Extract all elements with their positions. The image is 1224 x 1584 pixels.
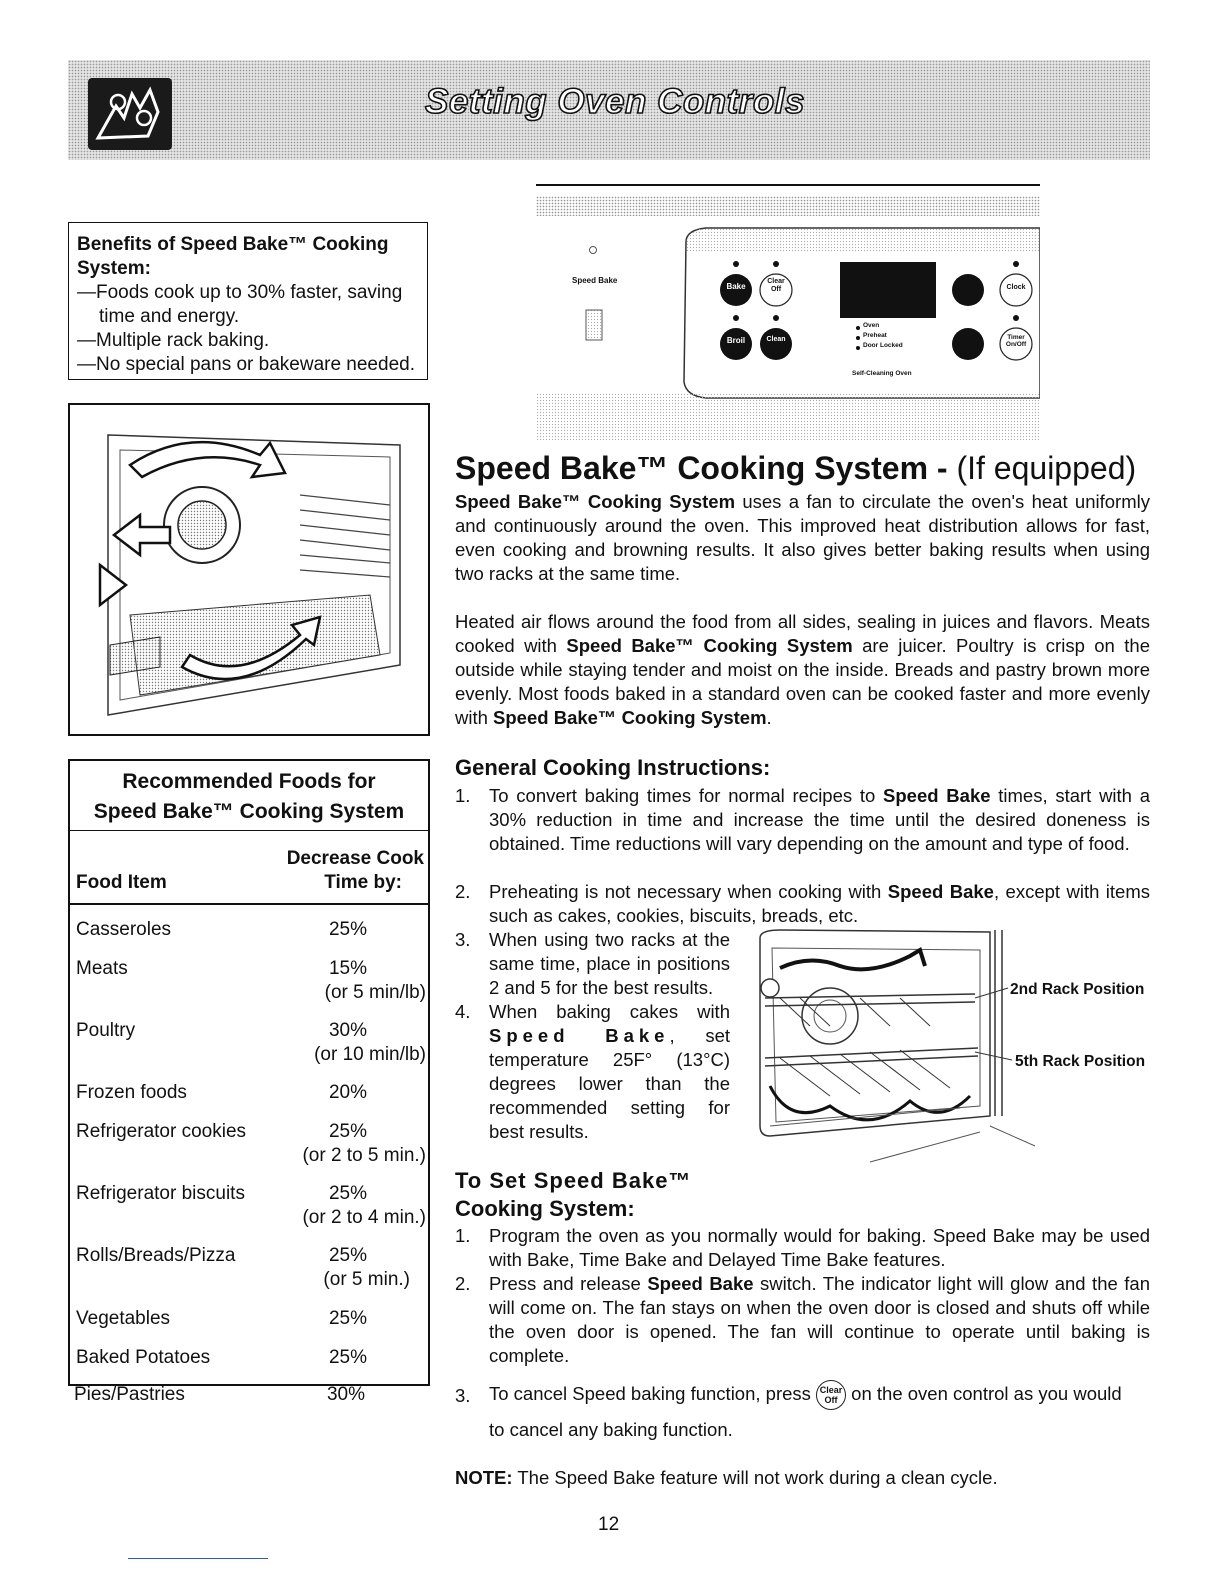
benefit-text: time and energy. — [99, 306, 240, 327]
para-bold: Speed Bake™ Cooking System — [566, 635, 853, 656]
recommended-foods-table — [68, 759, 430, 1386]
oven-controls-hand-icon — [88, 78, 172, 150]
panel-top-edge — [536, 184, 1040, 186]
panel-texture — [536, 196, 1040, 216]
set-step-2 — [455, 1272, 1150, 1368]
item-text: When using two racks at the same time, place in positions 2 and 5 for the best results. — [489, 929, 730, 998]
food-note: (or 10 min/lb) — [314, 1044, 426, 1065]
clear-off-button[interactable] — [760, 278, 792, 294]
item-text-part: To convert baking times for normal recipes to — [489, 785, 884, 806]
food-name: Vegetables — [76, 1308, 171, 1329]
benefits-box — [68, 222, 428, 380]
para-bold: Speed Bake™ Cooking System — [493, 707, 767, 728]
table-title — [70, 761, 428, 831]
item-text-part: Preheating is not necessary when cooking with — [489, 881, 888, 902]
food-name: Refrigerator cookies — [76, 1121, 247, 1142]
timer-button[interactable] — [1000, 334, 1032, 348]
item-text-part: Press and release — [489, 1273, 648, 1294]
bottom-rule — [128, 1558, 268, 1559]
benefits-title: Benefits of Speed Bake™ Cooking System: — [77, 234, 389, 279]
food-percent: 25% — [328, 1245, 368, 1266]
note-label: NOTE: — [455, 1467, 513, 1488]
page-number: 12 — [598, 1514, 620, 1535]
page-title: Setting Oven Controls — [425, 82, 805, 121]
speed-bake-label: Speed Bake — [572, 276, 618, 285]
item-text-bold: Speed Bake — [887, 881, 994, 902]
oven-airflow-illustration — [68, 403, 430, 736]
item-text — [489, 1272, 1150, 1368]
note-text: The Speed Bake feature will not work during a clean cycle. — [512, 1467, 998, 1488]
instruction-item-3 — [455, 928, 730, 1000]
item-text: Program the oven as you normally would for baking. Speed Bake may be used with Bake, Time Bake and Delayed Time Bake features. — [489, 1225, 1150, 1270]
food-name: Frozen foods — [76, 1082, 187, 1103]
benefit-item: —Multiple rack baking. — [77, 330, 270, 351]
benefit-item: —No special pans or bakeware needed. — [77, 354, 415, 375]
item-text — [489, 1380, 1150, 1442]
para-text: are juicer. Poultry is crisp on the outside while staying tender and moist on the inside. Breads and pastry brown more evenly. Most foods baked in a standard oven can be cooked faster and more evenly with — [455, 635, 1150, 728]
item-text-part: , set temperature 25F° (13°C) degrees lower than the recommended setting for best results. — [489, 1025, 730, 1142]
para-text: Heated air flows around the food from all sides, sealing in juices and flavors. Meats cooked with — [455, 611, 1150, 656]
header-rule — [70, 903, 428, 905]
set-step-1 — [455, 1224, 1150, 1272]
table-title-line: Recommended Foods for — [122, 770, 376, 793]
food-percent: 15% — [328, 958, 368, 979]
item-number: 1. — [455, 785, 471, 806]
food-name: Casseroles — [76, 919, 172, 940]
door-locked-indicator-label: Door Locked — [863, 342, 903, 349]
food-name: Meats — [76, 958, 128, 979]
food-note: (or 5 min.) — [323, 1269, 410, 1290]
food-percent: 25% — [328, 1347, 368, 1368]
key-label: Off — [824, 1395, 838, 1405]
food-note: (or 2 to 5 min.) — [302, 1145, 426, 1166]
column-header-line: Time by: — [324, 872, 402, 893]
intro-text: uses a fan to circulate the oven's heat uniformly and continuously around the oven. This improved heat distribution allows for fast, even cooking and browning results. It also gives better baking results when using two racks at the same time. — [455, 491, 1150, 584]
item-text — [489, 1000, 730, 1144]
food-note: (or 5 min/lb) — [324, 982, 426, 1003]
rack-2-label: 2nd Rack Position — [1010, 981, 1145, 998]
instruction-item-2 — [455, 880, 1150, 928]
item-text-part: to cancel any baking function. — [489, 1419, 733, 1440]
item-text-bold: Speed Bake — [489, 1025, 670, 1046]
item-text-part: times, start with a 30% reduction in time and increase the time until the desired doneness is obtained. Time reductions will vary depending on the amount and type of food. — [489, 785, 1150, 854]
item-text-part: switch. The indicator light will glow and the fan will come on. The fan stays on when the oven door is closed and shuts off while the oven door is opened. The fan will continue to operate until baking is complete. — [489, 1273, 1150, 1366]
food-percent: 30% — [326, 1384, 366, 1405]
item-text-part: To cancel Speed baking function, press — [489, 1382, 817, 1404]
item-text — [489, 784, 1150, 856]
food-name: Refrigerator biscuits — [76, 1183, 245, 1204]
intro-paragraph — [455, 490, 1150, 586]
column-header-food: Food Item — [76, 872, 167, 893]
note-paragraph — [455, 1466, 1150, 1490]
column-header-line: Decrease Cook — [286, 848, 424, 869]
bake-button[interactable]: Bake — [726, 282, 746, 291]
food-name: Pies/Pastries — [74, 1384, 185, 1405]
intro-bold: Speed Bake™ Cooking System — [455, 491, 736, 512]
general-instructions-heading: General Cooking Instructions: — [455, 755, 771, 780]
heading-line: To Set Speed Bake™ — [455, 1168, 692, 1193]
item-number: 3. — [455, 929, 471, 950]
timer-label: On/Off — [1005, 341, 1027, 348]
clear-off-key-icon — [816, 1380, 846, 1410]
item-number: 2. — [455, 881, 471, 902]
set-step-3 — [455, 1380, 1150, 1450]
food-note: (or 2 to 4 min.) — [302, 1207, 426, 1228]
instruction-item-1 — [455, 784, 1150, 880]
food-name: Baked Potatoes — [76, 1347, 211, 1368]
clear-off-label: Clear — [767, 278, 785, 285]
item-number: 3. — [455, 1385, 471, 1406]
benefit-item — [77, 281, 421, 329]
heading-qualifier: (If equipped) — [956, 450, 1137, 486]
clear-off-label: Off — [770, 286, 782, 293]
clean-button[interactable]: Clean — [766, 336, 786, 343]
clock-button[interactable]: Clock — [1006, 284, 1026, 291]
benefit-text: —Foods cook up to 30% faster, saving — [77, 282, 403, 303]
column-header-decrease — [287, 847, 424, 895]
food-percent: 20% — [328, 1082, 368, 1103]
heading-line: Cooking System: — [455, 1196, 635, 1221]
food-percent: 30% — [328, 1020, 368, 1041]
self-cleaning-label: Self-Cleaning Oven — [852, 370, 912, 377]
food-name: Rolls/Breads/Pizza — [76, 1245, 236, 1266]
item-text — [489, 880, 1150, 928]
food-name: Poultry — [76, 1020, 136, 1041]
rack-positions-illustration — [750, 926, 1040, 1166]
item-text-part: , except with items such as cakes, cookies, biscuits, breads, etc. — [489, 881, 1151, 926]
preheat-indicator-label: Preheat — [863, 332, 887, 339]
instruction-item-4 — [455, 1000, 730, 1144]
rack-5-label: 5th Rack Position — [1015, 1053, 1146, 1070]
oven-indicator-label: Oven — [863, 322, 880, 329]
section-heading — [455, 450, 1136, 487]
food-percent: 25% — [328, 1121, 368, 1142]
table-title-line: Speed Bake™ Cooking System — [93, 800, 405, 823]
key-label: Clear — [819, 1385, 843, 1395]
heading-text: Speed Bake™ Cooking System - — [455, 450, 948, 486]
item-number: 2. — [455, 1273, 471, 1294]
item-number: 1. — [455, 1225, 471, 1246]
set-speed-bake-heading — [455, 1167, 691, 1223]
para-text: . — [766, 707, 772, 728]
item-text-part: When baking cakes with — [489, 1001, 730, 1022]
broil-button[interactable]: Broil — [726, 336, 746, 345]
item-text-bold: Speed Bake — [883, 785, 991, 806]
item-text-part: on the oven control as you would — [846, 1382, 1122, 1404]
food-percent: 25% — [328, 919, 368, 940]
item-text-bold: Speed Bake — [647, 1273, 754, 1294]
timer-label: Timer — [1007, 334, 1025, 341]
item-number: 4. — [455, 1001, 471, 1022]
airflow-paragraph — [455, 610, 1150, 730]
food-percent: 25% — [328, 1183, 368, 1204]
oven-control-panel — [536, 222, 1040, 440]
food-percent: 25% — [328, 1308, 368, 1329]
